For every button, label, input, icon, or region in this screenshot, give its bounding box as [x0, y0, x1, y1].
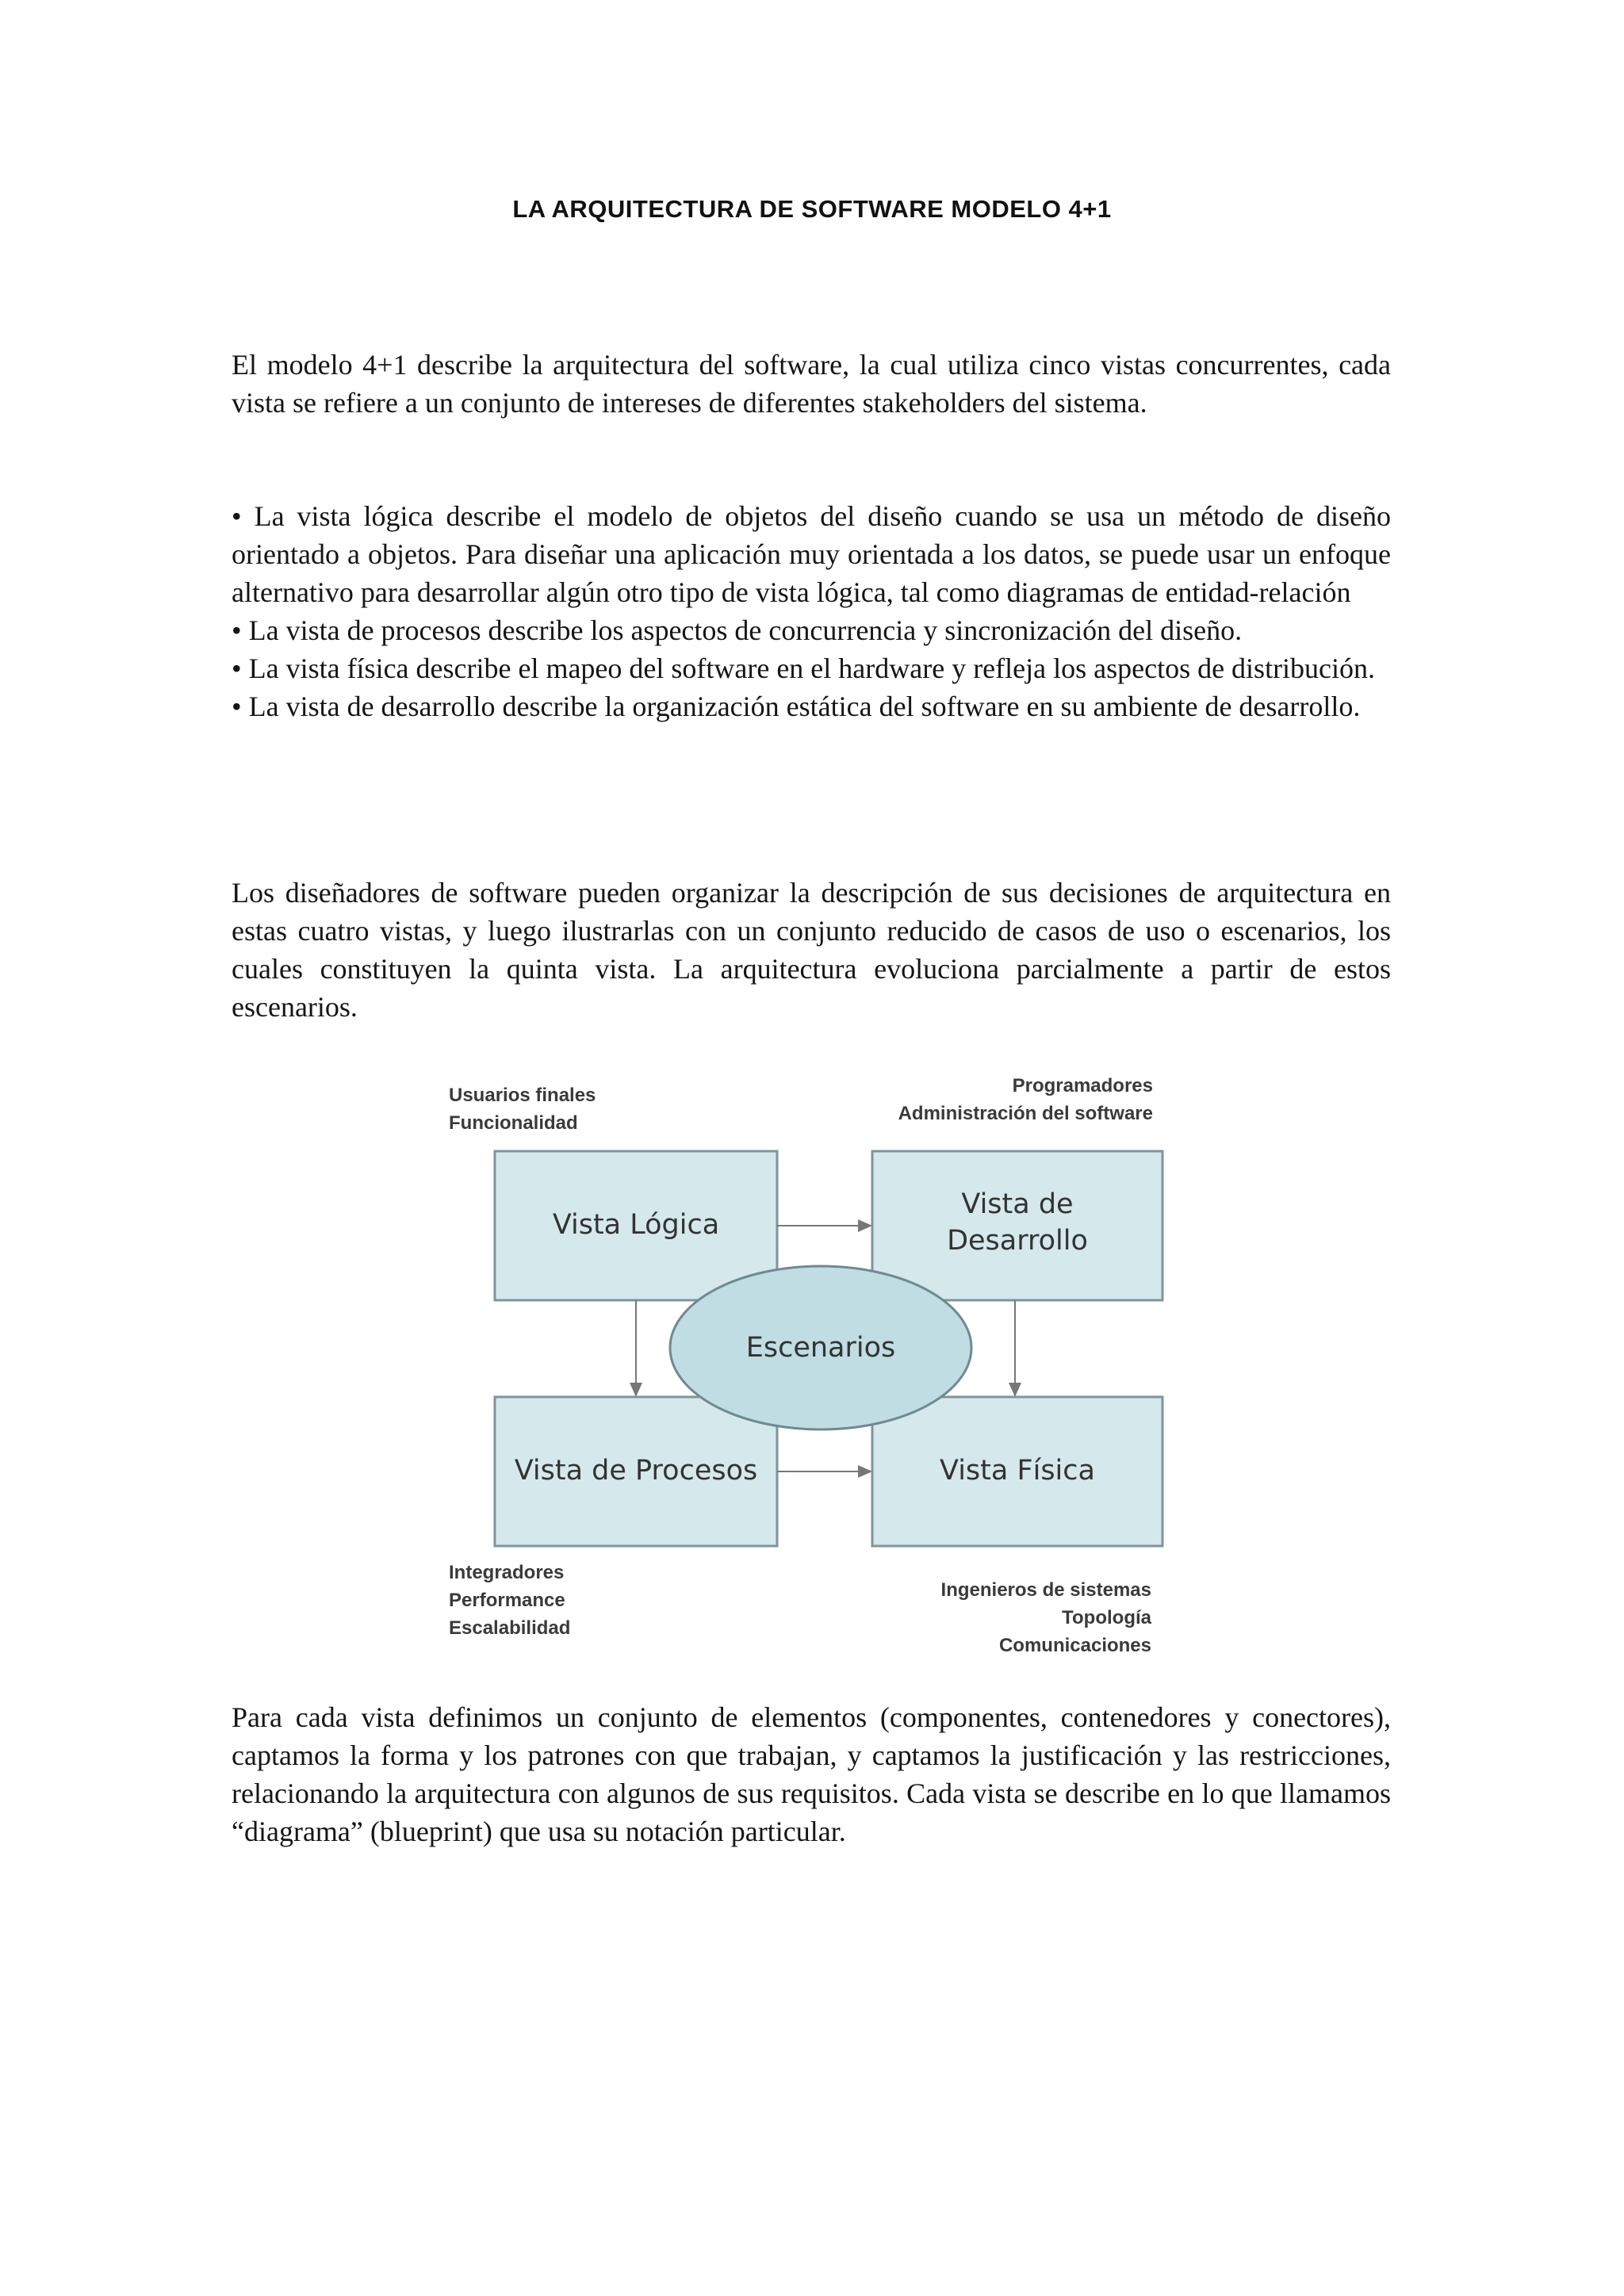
label-development-view — [872, 1186, 1162, 1259]
label-physical-view: Vista Física — [940, 1455, 1095, 1487]
intro-paragraph-block — [232, 346, 1391, 422]
label-process-view: Vista de Procesos — [514, 1455, 758, 1487]
closing-paragraph-block — [232, 1698, 1391, 1850]
concern-performance: Performance — [449, 1590, 565, 1611]
bullet-physical-view: • La vista física describe el mapeo del software en el hardware y refleja los aspectos de distribución. — [232, 652, 1376, 684]
stakeholders-bottom-right — [941, 1576, 1151, 1659]
bullet-development-view: • La vista de desarrollo describe la organización estática del software en su ambiente de desarrollo. — [232, 691, 1361, 722]
stakeholder-programmers: Programadores — [1012, 1075, 1153, 1096]
stakeholders-bottom-left — [449, 1559, 570, 1642]
stakeholder-integrators: Integradores — [449, 1562, 565, 1583]
stakeholder-system-engineers: Ingenieros de sistemas — [940, 1579, 1151, 1601]
label-scenarios: Escenarios — [745, 1332, 896, 1364]
bullet-logical-view: • La vista lógica describe el modelo de objetos del diseño cuando se usa un método de diseño orientado a objetos. Para diseñar una aplicación muy orientada a los datos, se puede usar un enfoque alternativo para desarrollar algún otro tipo de vista lógica, tal como diagramas de entidad-relación — [232, 500, 1391, 608]
intro-paragraph: El modelo 4+1 describe la arquitectura del software, la cual utiliza cinco vistas concurrentes, cada vista se refiere a un conjunto de intereses de diferentes stakeholders del sistema. — [232, 349, 1391, 419]
document-title: LA ARQUITECTURA DE SOFTWARE MODELO 4+1 — [512, 195, 1112, 223]
concern-software-management: Administración del software — [898, 1103, 1153, 1124]
concern-functionality: Funcionalidad — [449, 1112, 578, 1134]
bullet-process-view: • La vista de procesos describe los aspectos de concurrencia y sincronización del diseño. — [232, 614, 1243, 646]
stakeholder-end-users: Usuarios finales — [449, 1085, 596, 1106]
designers-paragraph: Los diseñadores de software pueden organizar la descripción de sus decisiones de arquitectura en estas cuatro vistas, y luego ilustrarlas con un conjunto reducido de casos de uso o escenarios, los cuales constituyen la quinta vista. La arquitectura evoluciona parcialmente a partir de estos escenarios. — [232, 877, 1391, 1023]
stakeholders-top-left — [449, 1081, 596, 1137]
closing-paragraph: Para cada vista definimos un conjunto de elementos (componentes, contenedores y conectores), captamos la forma y los patrones con que trabajan, y captamos la justificación y las restricciones, relacionando la arquitectura con algunos de sus requisitos. Cada vista se describe en lo que llamamos “diagrama” (blueprint) que usa su notación particular. — [232, 1701, 1391, 1847]
concern-scalability: Escalabilidad — [449, 1617, 571, 1639]
label-logical-view: Vista Lógica — [552, 1209, 720, 1241]
label-development-line1: Vista de — [961, 1188, 1074, 1220]
views-bullet-list — [232, 497, 1391, 725]
architecture-4plus1-diagram — [441, 1072, 1167, 1665]
concern-topology: Topología — [1062, 1607, 1151, 1628]
designers-paragraph-block — [232, 874, 1391, 1026]
stakeholders-top-right — [898, 1072, 1153, 1127]
concern-communications: Comunicaciones — [998, 1635, 1151, 1656]
label-development-line2: Desarrollo — [947, 1225, 1088, 1257]
